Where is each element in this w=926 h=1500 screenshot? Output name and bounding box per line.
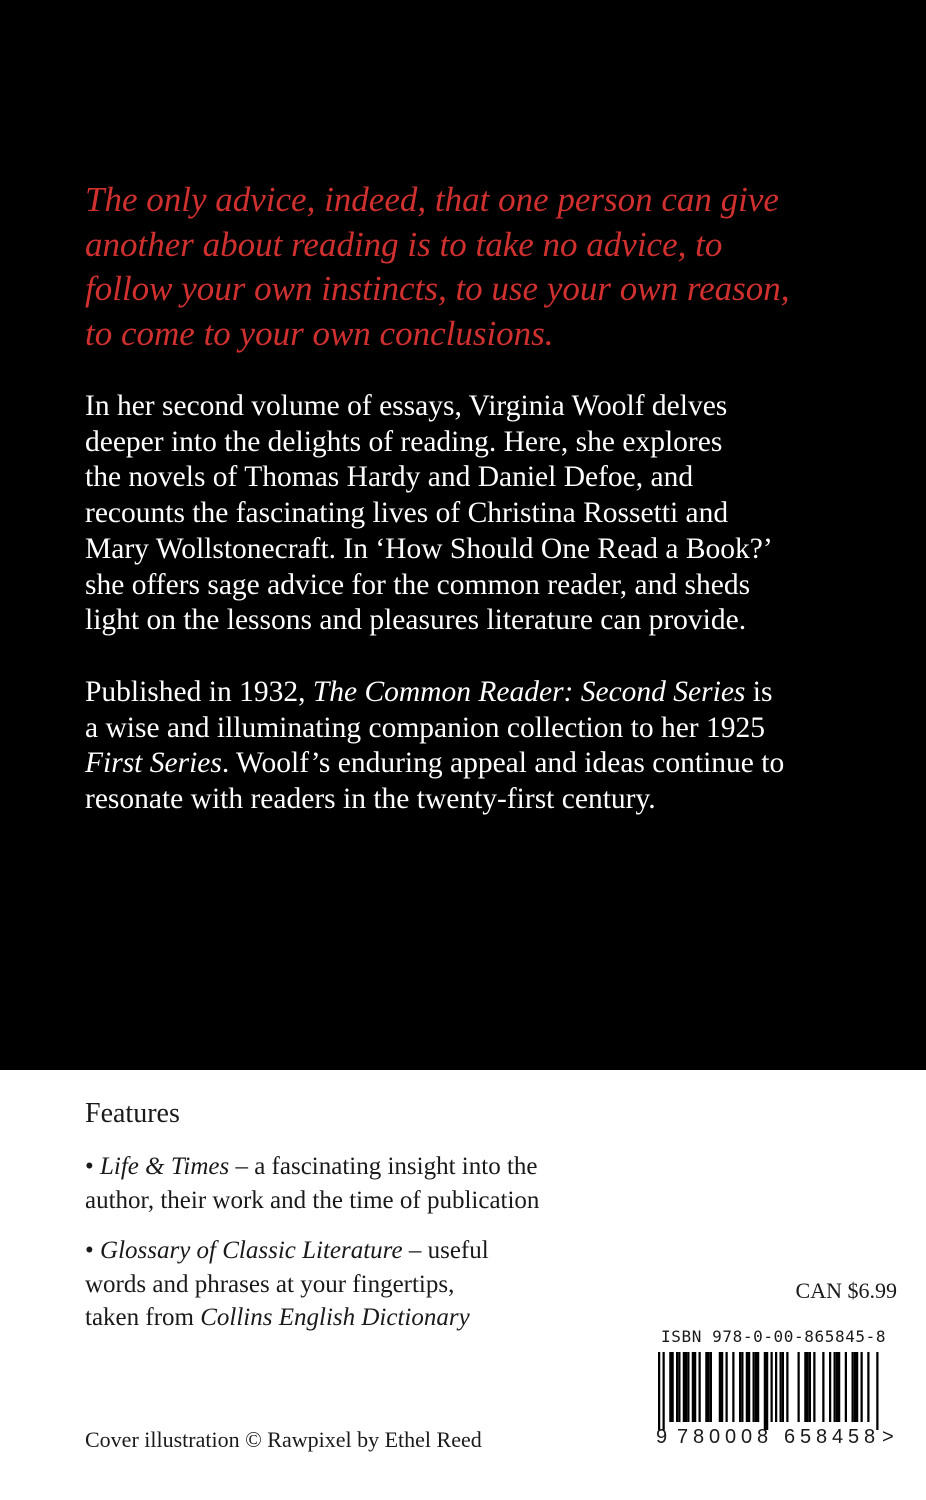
barcode-bar	[829, 1352, 831, 1422]
barcode-digit: 4	[832, 1426, 844, 1448]
barcode-bar	[798, 1352, 800, 1422]
barcode-bar	[705, 1352, 707, 1422]
feature-text: author, their work and the time of publication	[85, 1186, 540, 1214]
barcode-digits	[0, 1425, 926, 1455]
pull-quote	[85, 178, 885, 356]
barcode-bar	[782, 1352, 784, 1422]
barcode-bar	[676, 1352, 678, 1422]
book-title: The Common Reader: Second Series	[312, 676, 746, 708]
series-title: First Series	[85, 747, 222, 780]
barcode-bar	[834, 1352, 836, 1422]
barcode-bar	[721, 1352, 723, 1422]
barcode-bar	[685, 1352, 687, 1422]
barcode-bar	[746, 1352, 748, 1422]
barcode-bar	[755, 1352, 757, 1422]
blurb-line: she offers sage advice for the common reader, and sheds	[85, 568, 751, 601]
barcode-bar	[739, 1352, 741, 1422]
blurb-line: light on the lessons and pleasures literature can provide.	[85, 604, 747, 637]
isbn-label: ISBN 978-0-00-865845-8	[661, 1327, 887, 1346]
barcode-bar	[764, 1352, 766, 1430]
barcode-bar	[683, 1352, 685, 1422]
blurb-line: Mary Wollstonecraft. In ‘How Should One Read a Book?’	[85, 532, 773, 565]
barcode-bar	[804, 1352, 806, 1422]
blurb-text: . Woolf’s enduring appeal and ideas continue to	[221, 747, 785, 780]
barcode-bar	[726, 1352, 728, 1422]
feature-text: taken from	[85, 1304, 201, 1331]
barcode-bar	[748, 1352, 750, 1422]
barcode-bar	[845, 1352, 847, 1422]
cover-credit: Cover illustration © Rawpixel by Ethel Reed	[85, 1427, 482, 1452]
quote-line: The only advice, indeed, that one person can give	[85, 180, 779, 219]
bullet-icon: •	[85, 1153, 94, 1180]
feature-item-life-times	[85, 1150, 645, 1217]
feature-text: – a fascinating insight into the	[229, 1153, 538, 1180]
barcode-bar	[876, 1352, 878, 1430]
feature-text: words and phrases at your fingertips,	[85, 1270, 455, 1298]
blurb-line: recounts the fascinating lives of Christina Rossetti and	[85, 497, 729, 530]
blurb-text: resonate with readers in the twenty-first century.	[85, 783, 656, 816]
barcode-bar	[672, 1352, 674, 1422]
barcode-bar	[669, 1352, 671, 1422]
barcode-digit: 8	[693, 1426, 705, 1448]
barcode-bar	[771, 1352, 773, 1422]
barcode-bar	[757, 1352, 759, 1422]
barcode-digit: 0	[741, 1426, 753, 1448]
features-heading: Features	[85, 1098, 180, 1129]
barcode-bar	[856, 1352, 858, 1422]
blurb-paragraph-2	[85, 675, 885, 818]
barcode-digit: 9	[656, 1426, 668, 1448]
bullet-icon: •	[85, 1237, 94, 1264]
barcode-bar	[854, 1352, 856, 1422]
barcode-bar	[753, 1352, 755, 1422]
barcode-bar	[687, 1352, 689, 1422]
barcode-bar	[786, 1352, 788, 1422]
back-cover-light-panel	[0, 1070, 926, 1500]
barcode-bar	[692, 1352, 694, 1422]
barcode-bar	[658, 1352, 660, 1430]
barcode-bar	[775, 1352, 777, 1422]
dictionary-title: Collins English Dictionary	[200, 1304, 470, 1331]
barcode-bar	[766, 1352, 768, 1430]
feature-item-glossary	[85, 1234, 645, 1335]
barcode-icon	[654, 1352, 879, 1430]
barcode-bar	[809, 1352, 811, 1422]
blurb-line: deeper into the delights of reading. Here, she explores	[85, 425, 723, 458]
barcode-bar	[836, 1352, 838, 1422]
barcode-digit: 5	[848, 1426, 860, 1448]
blurb-line: the novels of Thomas Hardy and Daniel Defoe, and	[85, 461, 694, 494]
blurb-text: a wise and illuminating companion collection to her 1925	[85, 711, 765, 744]
barcode-bar	[822, 1352, 824, 1422]
quote-line: follow your own instincts, to use your own reason,	[85, 269, 790, 308]
barcode-digit: 8	[864, 1426, 876, 1448]
barcode-bar	[732, 1352, 734, 1422]
barcode-digit: 0	[725, 1426, 737, 1448]
barcode-bar	[838, 1352, 840, 1422]
barcode-bar	[852, 1352, 854, 1422]
barcode-bar	[807, 1352, 809, 1422]
barcode-bar	[719, 1352, 721, 1422]
barcode-bar	[861, 1352, 863, 1422]
blurb-line: In her second volume of essays, Virginia Woolf delves	[85, 390, 728, 422]
barcode-bar	[678, 1352, 680, 1422]
quote-line: to come to your own conclusions.	[85, 313, 554, 353]
barcode-quiet-zone-icon: >	[882, 1426, 894, 1448]
blurb-text: is	[745, 676, 773, 708]
barcode-digit: 8	[757, 1426, 769, 1448]
blurb-paragraph-1	[85, 389, 885, 639]
feature-title: Life & Times	[100, 1153, 230, 1180]
feature-title: Glossary of Classic Literature	[100, 1237, 403, 1264]
quote-line: another about reading is to take no advice, to	[85, 224, 723, 264]
barcode-bar	[699, 1352, 701, 1422]
blurb-text: Published in 1932,	[85, 676, 313, 708]
barcode-bar	[708, 1352, 710, 1422]
price-label: CAN $6.99	[795, 1278, 897, 1303]
barcode-bar	[813, 1352, 815, 1422]
barcode-bar	[867, 1352, 869, 1422]
barcode-bar	[663, 1352, 665, 1430]
barcode-bar	[694, 1352, 696, 1422]
barcode-digit: 7	[677, 1426, 689, 1448]
barcode-bar	[780, 1352, 782, 1422]
barcode-bar	[710, 1352, 712, 1422]
barcode-digit: 8	[816, 1426, 828, 1448]
barcode-digit: 5	[800, 1426, 812, 1448]
feature-text: – useful	[402, 1237, 489, 1264]
barcode-digit: 0	[709, 1426, 721, 1448]
barcode-bar	[741, 1352, 743, 1422]
barcode-digit: 6	[784, 1426, 796, 1448]
